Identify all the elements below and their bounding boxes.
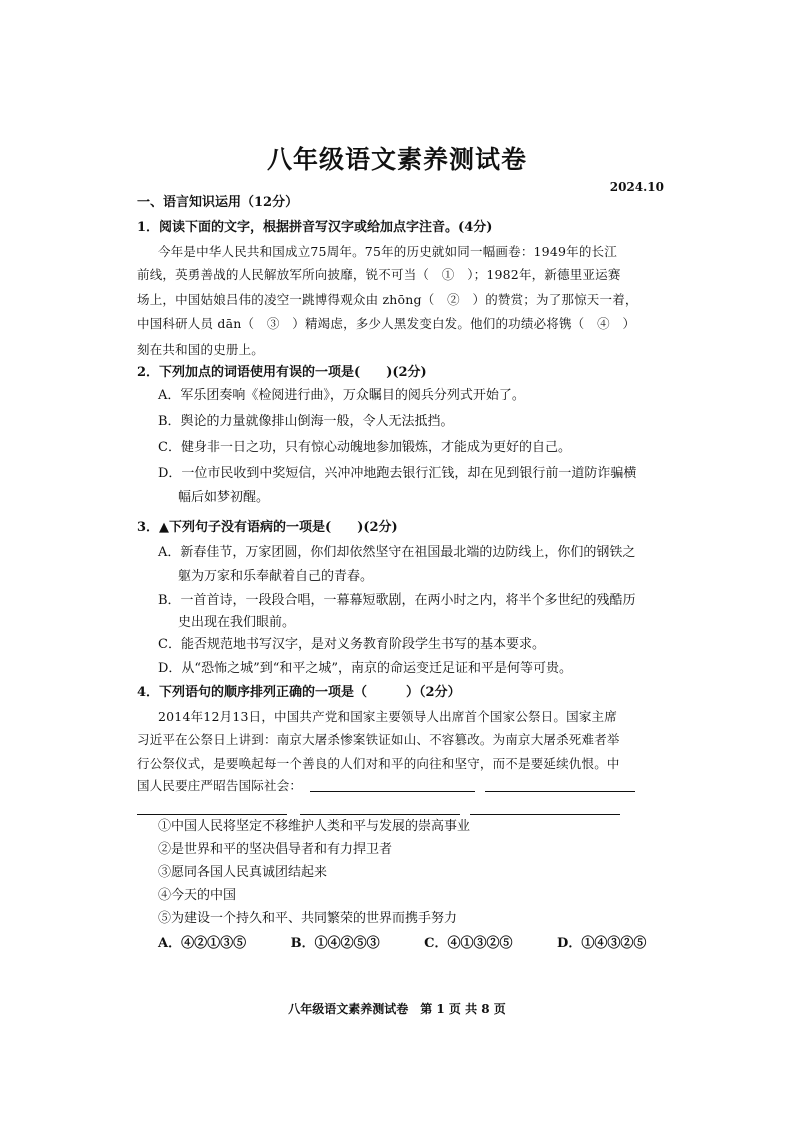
q1-passage-line: 中国科研人员 dān（ ③ ）精竭虑，多少人黑发变白发。他们的功绩必将镌（ ④ ） [137,316,636,331]
q1-passage-line: 场上，中国姑娘吕伟的凌空一跳博得观众由 zhōng（ ② ）的赞赏；为了那惊天一着， [137,292,638,307]
q3-option-a-continued: 躯为万家和乐奉献着自己的青春。 [178,569,374,584]
question-3-stem: 3．▲下列句子没有语病的一项是( )(2分) [137,520,398,535]
q4-passage-line: 行公祭仪式，是要唤起每一个善良的人们对和平的向往和坚守，而不是要延续仇恨。中 [137,756,620,771]
q4-choice-a: A．④②①③⑤ [158,936,247,951]
q2-option-b: B．舆论的力量就像排山倒海一般，令人无法抵挡。 [158,414,454,429]
answer-blank[interactable] [137,800,287,815]
q4-passage-line: 2014年12月13日，中国共产党和国家主要领导人出席首个国家公祭日。国家主席 [158,709,617,724]
q4-item: ①中国人民将坚定不移维护人类和平与发展的崇高事业 [158,819,471,834]
q1-passage-line: 今年是中华人民共和国成立75周年。75年的历史就如同一幅画卷：1949年的长江 [158,244,617,259]
q4-choice-b: B．①④②⑤③ [290,936,380,951]
q4-item: ②是世界和平的坚决倡导者和有力捍卫者 [158,842,393,857]
q2-option-d-continued: 幅后如梦初醒。 [178,490,270,505]
q2-option-d: D．一位市民收到中奖短信，兴冲冲地跑去银行汇钱，却在见到银行前一道防诈骗横 [158,466,637,481]
section-heading: 一、语言知识运用（12分） [137,195,299,210]
q3-option-c: C．能否规范地书写汉字，是对义务教育阶段学生书写的基本要求。 [158,637,545,652]
page-footer: 八年级语文素养测试卷 第 1 页 共 8 页 [288,1002,506,1016]
q3-option-b-continued: 史出现在我们眼前。 [178,615,296,630]
question-1-stem: 1．阅读下面的文字，根据拼音写汉字或给加点字注音。(4分) [137,220,493,235]
q4-choice-c: C．④①③②⑤ [424,936,513,951]
q4-item: ③愿同各国人民真诚团结起来 [158,865,328,880]
question-4-stem: 4．下列语句的顺序排列正确的一项是（ ）（2分） [137,685,461,700]
answer-blank[interactable] [470,800,620,815]
q1-passage-line: 刻在共和国的史册上。 [137,342,265,357]
q3-option-a: A．新春佳节，万家团圆，你们却依然坚守在祖国最北端的边防线上，你们的钢铁之 [158,545,636,560]
q2-option-a: A．军乐团奏响《检阅进行曲》，万众瞩目的阅兵分列式开始了。 [158,388,525,403]
q1-passage-line: 前线，英勇善战的人民解放军所向披靡，锐不可当（ ① ）；1982年，新德里亚运赛 [137,267,621,282]
answer-blank[interactable] [310,777,475,792]
q4-choice-d: D．①④③②⑤ [557,936,647,951]
q2-option-c: C．健身非一日之功，只有惊心动魄地参加锻炼，才能成为更好的自己。 [158,440,571,455]
q4-passage-line: 习近平在公祭日上讲到：南京大屠杀惨案铁证如山、不容篡改。为南京大屠杀死难者举 [137,732,620,747]
page-title: 八年级语文素养测试卷 [266,145,527,174]
exam-date: 2024.10 [609,180,664,194]
q3-option-b: B．一首首诗，一段段合唱，一幕幕短歌剧，在两小时之内，将半个多世纪的残酷历 [158,593,636,608]
q4-choices [158,932,686,951]
answer-blank[interactable] [300,800,460,815]
q4-passage-line: 国人民要庄严昭告国际社会： [137,778,303,793]
q4-item: ④今天的中国 [158,888,237,903]
answer-blank[interactable] [485,777,635,792]
question-2-stem: 2．下列加点的词语使用有误的一项是( )(2分) [137,365,427,380]
q4-item: ⑤为建设一个持久和平、共同繁荣的世界而携手努力 [158,911,458,926]
q3-option-d: D．从“恐怖之城”到“和平之城”，南京的命运变迁足证和平是何等可贵。 [158,661,573,676]
